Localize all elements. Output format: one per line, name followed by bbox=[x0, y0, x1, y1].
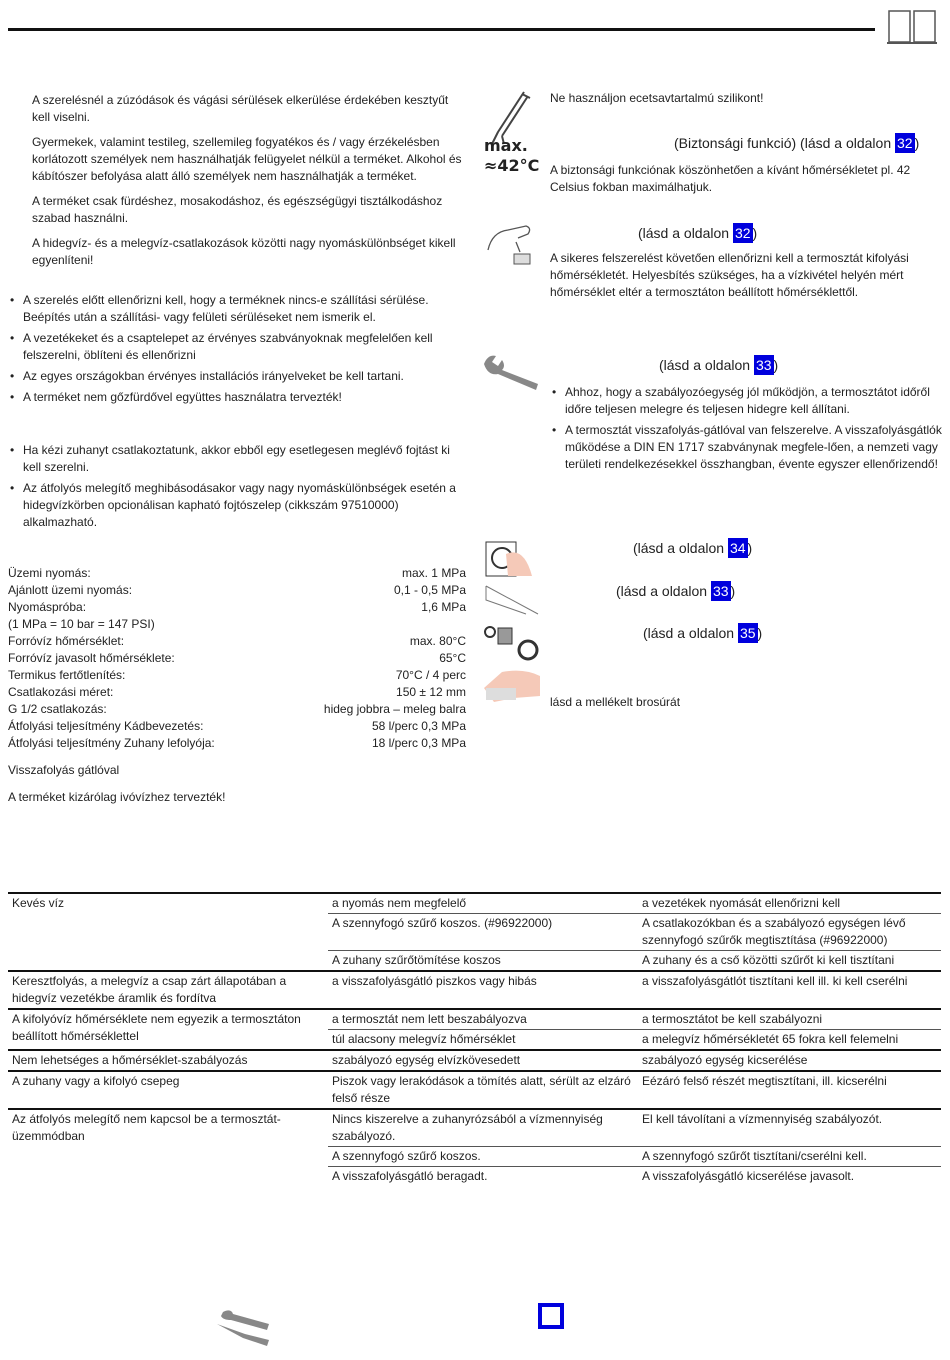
page-ref-35 bbox=[643, 623, 762, 643]
maintenance-ref bbox=[659, 355, 778, 375]
safety-notes bbox=[8, 92, 466, 277]
cause-cell: A szennyfogó szűrő koszos. (#96922000) bbox=[328, 914, 638, 951]
ruler-icon bbox=[484, 582, 540, 618]
adjust-text: A sikeres felszerelést követően ellenőrizni kell a termosztát kifolyási hőmérsékletét. Helyesbítés szükséges, ha a vízkivétel helyén mért hőmérséklet eltér a termosztáton beállított hőmérséklettől. bbox=[550, 251, 909, 299]
safety-paragraph: A szerelésnél a zúzódások és vágási sérülések elkerülése érdekében kesztyűt kell viselni. bbox=[32, 93, 449, 124]
spec-value: 65°C bbox=[439, 651, 466, 665]
ref-text: (lásd a oldalon bbox=[633, 540, 728, 556]
hand-cleaning-icon bbox=[484, 668, 540, 702]
ref-text: ) bbox=[757, 625, 763, 641]
cause-cell: a nyomás nem megfelelő bbox=[328, 893, 638, 914]
spec-row bbox=[8, 735, 466, 752]
ref-text: ) bbox=[752, 225, 758, 241]
remedy-cell: A visszafolyásgátló kicserélése javasolt. bbox=[638, 1167, 941, 1187]
problem-cell: Keresztfolyás, a melegvíz a csap zárt állapotában a hidegvíz vezetékbe áramlik és fordítva bbox=[8, 971, 328, 1009]
cartridge-parts-icon bbox=[484, 622, 540, 662]
cause-cell: túl alacsony melegvíz hőmérséklet bbox=[328, 1030, 638, 1051]
max-temp-icon bbox=[484, 136, 539, 176]
safety-function-ref bbox=[674, 133, 919, 153]
spec-label: Átfolyási teljesítmény Kádbevezetés: bbox=[8, 719, 204, 733]
maintenance-bullets bbox=[550, 384, 942, 477]
remedy-cell: a termosztátot be kell szabályozni bbox=[638, 1009, 941, 1030]
spec-value: max. 80°C bbox=[409, 634, 466, 648]
cause-cell: Piszok vagy lerakódások a tömítés alatt, sérült az elzáró felső része bbox=[328, 1071, 638, 1109]
spec-value: hideg jobbra – meleg balra bbox=[323, 702, 466, 716]
spec-label: Forróvíz hőmérséklet: bbox=[8, 634, 125, 648]
ref-text: (lásd a oldalon bbox=[616, 583, 711, 599]
cause-cell: A zuhany szűrőtömítése koszos bbox=[328, 951, 638, 972]
spec-label: (1 MPa = 10 bar = 147 PSI) bbox=[8, 617, 155, 631]
remedy-cell: A szennyfogó szűrőt tisztítani/cserélni kell. bbox=[638, 1147, 941, 1167]
wrench-icon bbox=[482, 352, 542, 392]
remedy-cell: Eézáró felső részét megtisztítani, ill. kicserélni bbox=[638, 1071, 941, 1109]
safety-paragraph: A terméket csak fürdéshez, mosakodáshoz, és egészségügyi tisztálkodáshoz szabad használni. bbox=[32, 194, 443, 225]
header-rule bbox=[8, 28, 875, 31]
remedy-cell: El kell távolítani a vízmennyiség szabályozót. bbox=[638, 1109, 941, 1147]
ref-text: (lásd a oldalon bbox=[659, 357, 754, 373]
spec-value: 150 ± 12 mm bbox=[396, 685, 466, 699]
page-link[interactable]: 32 bbox=[897, 135, 913, 151]
spec-value: 18 l/perc 0,3 MPa bbox=[371, 736, 466, 750]
bullet-item: • A termosztát visszafolyás-gátlóval van felszerelve. A visszafolyásgátlók működése a DIN EN 1717 szabványnak megfele-lően, a nemzeti vagy területi rendelkezésekkel összhangban, évente egyszer ellenőrizendő! bbox=[550, 422, 942, 473]
spec-label: Termikus fertőtlenítés: bbox=[8, 668, 126, 682]
spec-row bbox=[8, 565, 466, 582]
spec-row bbox=[8, 650, 466, 667]
bullet-item: • Az egyes országokban érvényes installációs irányelveket be kell tartani. bbox=[8, 368, 466, 385]
silicone-warning: Ne használjon ecetsavtartalmú szilikont! bbox=[550, 91, 764, 105]
spec-label: Ajánlott üzemi nyomás: bbox=[8, 583, 133, 597]
bullet-item: • A vezetékeket és a csaptelepet az érvényes szabványoknak megfelelően kell felszerelni, öblíteni és ellenőrizni bbox=[8, 330, 466, 364]
table-row bbox=[8, 1009, 941, 1030]
temp-label: ≈42°C bbox=[484, 156, 540, 175]
installation-bullets bbox=[8, 292, 466, 410]
remedy-cell: A zuhany és a cső közötti szűrőt ki kell tisztítani bbox=[638, 951, 941, 972]
spec-value: 70°C / 4 perc bbox=[395, 668, 466, 682]
problem-cell: A zuhany vagy a kifolyó csepeg bbox=[8, 1071, 328, 1109]
brochure-note: lásd a mellékelt brosúrát bbox=[550, 695, 681, 709]
spec-value: max. 1 MPa bbox=[401, 566, 466, 580]
cause-cell: szabályozó egység elvízkövesedett bbox=[328, 1050, 638, 1071]
table-row bbox=[8, 1109, 941, 1147]
cause-cell: A szennyfogó szűrő koszos. bbox=[328, 1147, 638, 1167]
spec-row bbox=[8, 718, 466, 735]
page-ref-33 bbox=[616, 581, 735, 601]
bullet-item: • A szerelés előtt ellenőrizni kell, hogy a terméknek nincs-e szállítási sérülése. Beépítés után a szállítási- vagy felületi sérüléseket nem ismerik el. bbox=[8, 292, 466, 326]
ref-text: (Biztonsági funkció) (lásd a oldalon bbox=[674, 135, 896, 151]
max-label: max. bbox=[484, 136, 528, 155]
remedy-cell: A csatlakozókban és a szabályozó egységen lévő szennyfogó szűrők megtisztítása (#96922000) bbox=[638, 914, 941, 951]
spec-row bbox=[8, 667, 466, 684]
remedy-cell: szabályozó egység kicserélése bbox=[638, 1050, 941, 1071]
remedy-cell: a melegvíz hőmérsékletét 65 fokra kell felemelni bbox=[638, 1030, 941, 1051]
bullet-item: • Ahhoz, hogy a szabályozóegység jól működjön, a termosztátot időről időre teljesen melegre és teljesen hidegre kell állítani. bbox=[550, 384, 942, 418]
page-link[interactable]: 34 bbox=[729, 540, 746, 556]
page-link[interactable]: 33 bbox=[755, 357, 772, 373]
spec-row bbox=[8, 684, 466, 701]
cause-cell: A visszafolyásgátló beragadt. bbox=[328, 1167, 638, 1187]
drinking-water-note: A terméket kizárólag ivóvízhez tervezték! bbox=[8, 790, 226, 804]
tools-icon bbox=[215, 1308, 273, 1348]
spec-row bbox=[8, 582, 466, 599]
spec-value: 1,6 MPa bbox=[421, 600, 466, 614]
page-ref-34 bbox=[633, 538, 752, 558]
spec-row bbox=[8, 599, 466, 616]
safety-paragraph: A hidegvíz- és a melegvíz-csatlakozások közötti nagy nyomáskülönbséget kikell egyenlíteni! bbox=[32, 236, 456, 267]
ref-text: (lásd a oldalon bbox=[643, 625, 738, 641]
page-link[interactable]: 33 bbox=[712, 583, 729, 599]
problem-cell: Nem lehetséges a hőmérséklet-szabályozás bbox=[8, 1050, 328, 1071]
hand-thermometer-icon bbox=[486, 222, 536, 266]
bullet-item: • Ha kézi zuhanyt csatlakoztatunk, akkor ebből egy esetlegesen meglévő fojtást ki kell szerelni. bbox=[8, 442, 466, 476]
spec-label: Nyomáspróba: bbox=[8, 600, 87, 614]
ref-text: (lásd a oldalon bbox=[638, 225, 733, 241]
technical-specs bbox=[8, 565, 466, 752]
spec-label: G 1/2 csatlakozás: bbox=[8, 702, 107, 716]
ref-text: ) bbox=[730, 583, 736, 599]
problem-cell: A kifolyóvíz hőmérséklete nem egyezik a termosztáton beállított hőmérséklettel bbox=[8, 1009, 328, 1050]
book-icon bbox=[886, 9, 938, 45]
cause-cell: Nincs kiszerelve a zuhanyrózsából a vízmennyiség szabályozó. bbox=[328, 1109, 638, 1147]
handle-turn-icon bbox=[484, 540, 536, 578]
ref-text: ) bbox=[773, 357, 779, 373]
problem-cell: Az átfolyós melegítő nem kapcsol be a termosztát-üzemmódban bbox=[8, 1109, 328, 1186]
backflow-note: Visszafolyás gátlóval bbox=[8, 763, 120, 777]
spec-label: Átfolyási teljesítmény Zuhany lefolyója: bbox=[8, 736, 215, 750]
safety-paragraph: Gyermekek, valamint testileg, szellemileg fogyatékos és / vagy érzékelésben korlátozott személyek nem használhatják felügyelet nélkül a terméket. Alkohol és kábítószer befolyása alatt álló személyek nem használhatják a terméket. bbox=[32, 135, 462, 183]
spec-label: Csatlakozási méret: bbox=[8, 685, 114, 699]
bullet-item: • Az átfolyós melegítő meghibásodásakor vagy nagy nyomáskülönbségek esetén a hidegvízkörben opcionálisan kapható fojtószelep (cikkszám 97510000) alkalmazható. bbox=[8, 480, 466, 531]
table-row bbox=[8, 1071, 941, 1109]
table-row bbox=[8, 1050, 941, 1071]
problem-cell: Kevés víz bbox=[8, 893, 328, 971]
table-row bbox=[8, 893, 941, 914]
troubleshooting-table bbox=[8, 892, 941, 1186]
safety-function-text: A biztonsági funkciónak köszönhetően a kívánt hőmérsékletet pl. 42 Celsius fokban maximálhatjuk. bbox=[550, 163, 911, 194]
spec-row bbox=[8, 633, 466, 650]
table-row bbox=[8, 971, 941, 1009]
cause-cell: a visszafolyásgátló piszkos vagy hibás bbox=[328, 971, 638, 1009]
adjust-ref bbox=[638, 223, 757, 243]
page-link[interactable]: 32 bbox=[734, 225, 751, 241]
ref-text: ) bbox=[747, 540, 753, 556]
spec-label: Üzemi nyomás: bbox=[8, 566, 91, 580]
spec-value: 0,1 - 0,5 MPa bbox=[393, 583, 466, 597]
bullet-item: • A terméket nem gőzfürdővel együttes használatra tervezték! bbox=[8, 389, 466, 406]
spec-row bbox=[8, 616, 466, 633]
remedy-cell: a vezetékek nyomását ellenőrizni kell bbox=[638, 893, 941, 914]
cause-cell: a termosztát nem lett beszabályozva bbox=[328, 1009, 638, 1030]
notes-bullets bbox=[8, 442, 466, 535]
page-link[interactable]: 35 bbox=[739, 625, 756, 641]
spec-value: 58 l/perc 0,3 MPa bbox=[371, 719, 466, 733]
ref-text: ) bbox=[914, 135, 920, 151]
remedy-cell: a visszafolyásgátlót tisztítani kell ill. ki kell cserélni bbox=[638, 971, 941, 1009]
page-number-box bbox=[538, 1303, 564, 1329]
spec-row bbox=[8, 701, 466, 718]
spec-label: Forróvíz javasolt hőmérséklete: bbox=[8, 651, 175, 665]
